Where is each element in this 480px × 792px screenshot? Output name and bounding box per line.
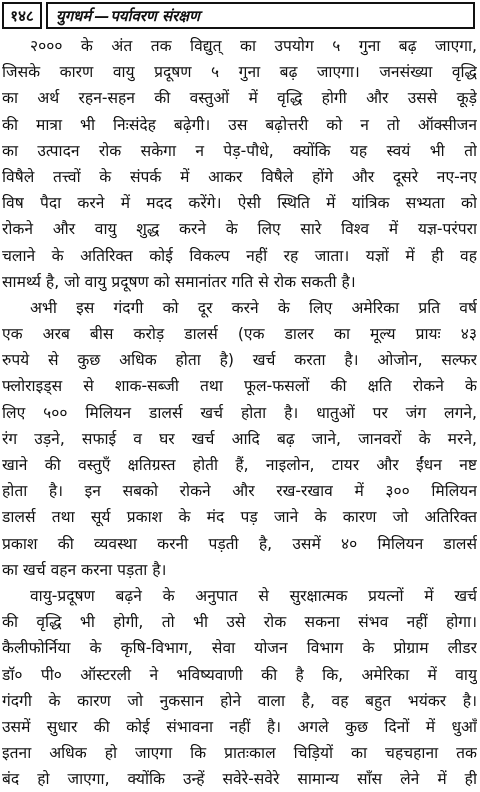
page-number: १४८: [2, 2, 42, 29]
text-line: लिए ५०० मिलियन डालर्स खर्च होता है। धातुओं पर जंग लगने,: [2, 403, 477, 422]
text-line: रोकने और वायु शुद्ध करने के लिए सारे विश्व में यज्ञ-परंपरा: [2, 220, 477, 239]
paragraph-3: [2, 583, 477, 792]
text-line: रंग उड़ने, सफाई व घर खर्च आदि बढ़ जाने, जानवरों के मरने,: [2, 429, 477, 448]
text-line: प्रकाश की व्यवस्था करनी पड़ती है, उसमें ४० मिलियन डालर्स: [2, 534, 477, 553]
text-line: २००० के अंत तक विद्युत् का उपयोग ५ गुना बढ़ जाएगा,: [30, 37, 477, 55]
body-text: [2, 33, 477, 792]
text-line: जिसके कारण वायु प्रदूषण ५ गुना बढ़ जाएगा। जनसंख्या वृद्धि: [2, 63, 477, 82]
text-line: का उत्पादन रोक सकेगा न पेड़-पौधे, क्योंकि यह स्वयं भी तो: [2, 141, 477, 160]
text-line: बंद हो जाएगा, क्योंकि उन्हें सवेरे-सवेरे सामान्य साँस लेने में ही: [2, 770, 477, 789]
chapter-title: पर्यावरण संरक्षण: [110, 6, 200, 25]
text-line: का अर्थ रहन-सहन की वस्तुओं में वृद्धि होगी और उससे कूड़े: [2, 89, 477, 108]
paragraph-2: [2, 295, 477, 583]
running-header: [2, 2, 475, 32]
text-line: डॉ० पी० ऑस्टरली ने भविष्यवाणी की है कि, अमेरिका में वायु: [2, 665, 477, 684]
text-line: वायु-प्रदूषण बढ़ने के अनुपात से सुरक्षात्मक प्रयत्नों में खर्च: [30, 586, 477, 605]
text-line: रुपये से कुछ अधिक होता है) खर्च करता है। ओजोन, सल्फर: [2, 351, 477, 370]
text-line: इतना अधिक हो जाएगा कि प्रातःकाल चिड़ियों का चहचहाना तक: [2, 744, 477, 763]
text-line: की वृद्धि भी होगी, तो भी उसे रोक सकना संभव नहीं होगा।: [2, 613, 477, 632]
text-line: विषैले तत्त्वों के संपर्क में आकर विषैले होंगे और दूसरे नए-नए: [2, 167, 477, 186]
text-line: का खर्च वहन करना पड़ता है।: [2, 560, 167, 579]
text-line: एक अरब बीस करोड़ डालर्स (एक डालर का मूल्य प्रायः ४३: [2, 325, 477, 344]
text-line: अभी इस गंदगी को दूर करने के लिए अमेरिका प्रति वर्ष: [30, 298, 477, 317]
text-line: सामर्थ्य है, जो वायु प्रदूषण को समानांतर गति से रोक सकती है।: [2, 272, 356, 291]
text-line: उसमें सुधार की कोई संभावना नहीं है। अगले कुछ दिनों में धुआँ: [2, 717, 477, 736]
text-line: विष पैदा करने में मदद करेंगे। ऐसी स्थिति में यांत्रिक सभ्यता को: [2, 194, 477, 213]
text-line: फ्लोराइड्स से शाक-सब्जी तथा फूल-फसलों की क्षति रोकने के: [2, 377, 477, 396]
title-separator: —: [94, 6, 110, 25]
text-line: गंदगी के कारण जो नुकसान होने वाला है, वह बहुत भयंकर है।: [2, 691, 477, 710]
text-line: खाने की वस्तुएँ क्षतिग्रस्त होती हैं, नाइलोन, टायर और ईंधन नष्ट: [2, 456, 477, 474]
text-line: होता है। इन सबको रोकने और रख-रखाव में ३०० मिलियन: [2, 482, 477, 501]
text-line: की मात्रा भी निःसंदेह बढ़ेगी। उस बढ़ोत्तरी को न तो ऑक्सीजन: [2, 115, 477, 134]
book-title: युगधर्म: [56, 6, 92, 25]
header-title: [46, 2, 475, 29]
text-line: डालर्स तथा सूर्य प्रकाश के मंद पड़ जाने के कारण जो अतिरिक्त: [2, 508, 477, 527]
text-line: चलाने के अतिरिक्त कोई विकल्प नहीं रह जाता। यज्ञों में ही वह: [2, 246, 477, 265]
paragraph-1: [2, 33, 477, 295]
text-line: कैलीफोर्निया के कृषि-विभाग, सेवा योजन विभाग के प्रोग्राम लीडर: [2, 639, 477, 658]
